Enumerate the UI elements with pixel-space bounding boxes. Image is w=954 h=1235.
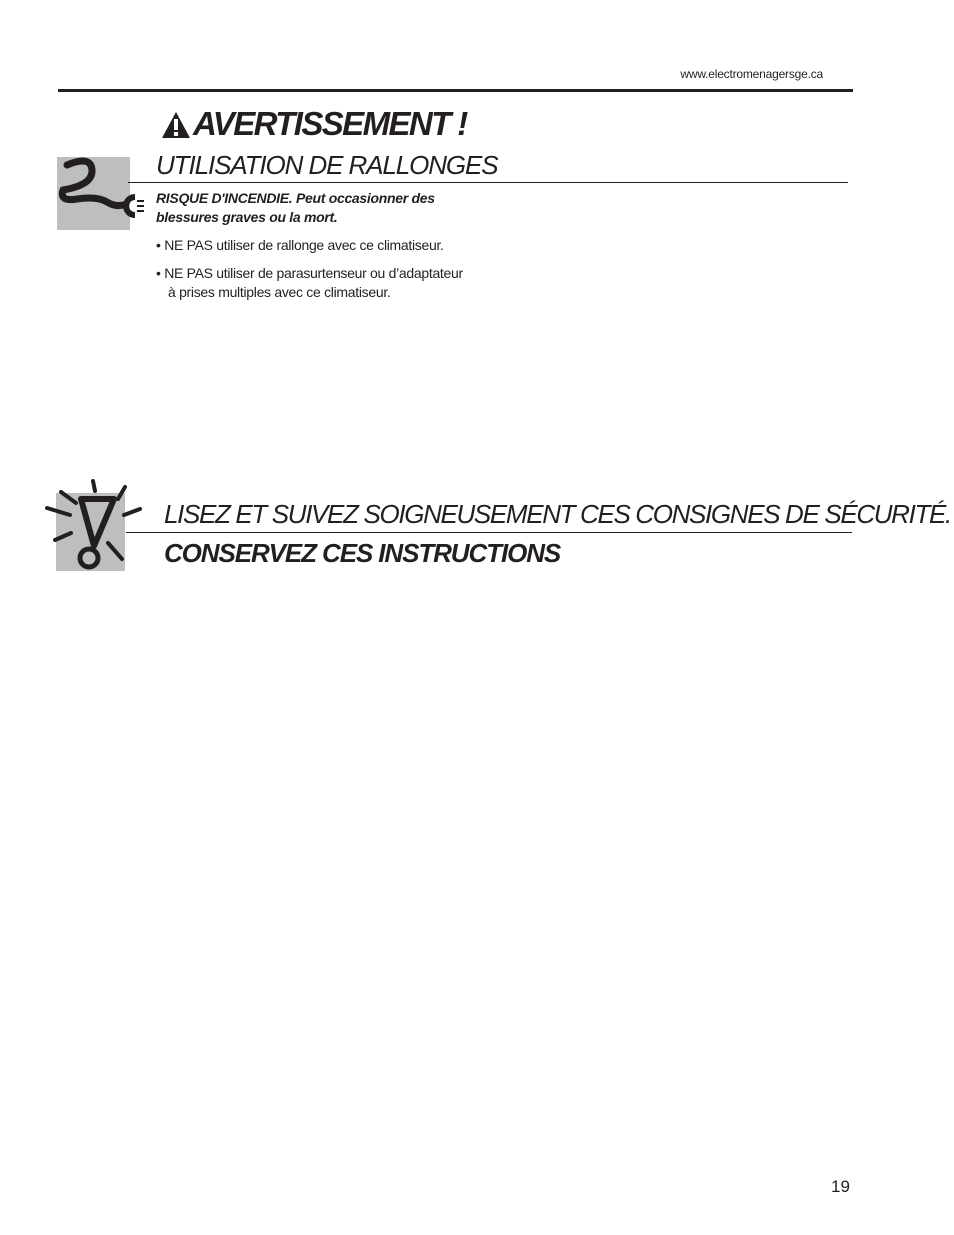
section-rule bbox=[128, 182, 848, 183]
header-rule bbox=[58, 89, 853, 92]
instructions-rule bbox=[126, 532, 852, 533]
read-follow-instructions: LISEZ ET SUIVEZ SOIGNEUSEMENT CES CONSIGNES DE SÉCURITÉ. bbox=[164, 499, 951, 529]
section-title: UTILISATION DE RALLONGES bbox=[156, 150, 498, 180]
warning-heading bbox=[161, 104, 467, 144]
save-instructions: CONSERVEZ CES INSTRUCTIONS bbox=[164, 538, 561, 568]
list-item: • NE PAS utiliser de parasurtenseur ou d’adaptateur à prises multiples avec ce climatiseur. bbox=[156, 265, 463, 300]
website-url: www.electromenagersge.ca bbox=[680, 67, 823, 81]
page-number: 19 bbox=[831, 1177, 850, 1196]
fire-risk-warning: RISQUE D'INCENDIE. Peut occasionner des blessures graves ou la mort. bbox=[156, 190, 435, 225]
list-item: • NE PAS utiliser de rallonge avec ce climatiseur. bbox=[156, 237, 444, 253]
extension-cord-plug-icon bbox=[57, 157, 147, 230]
warning-triangle-icon bbox=[161, 111, 191, 139]
exclamation-alert-icon bbox=[44, 479, 144, 571]
warning-title: AVERTISSEMENT ! bbox=[193, 105, 467, 142]
